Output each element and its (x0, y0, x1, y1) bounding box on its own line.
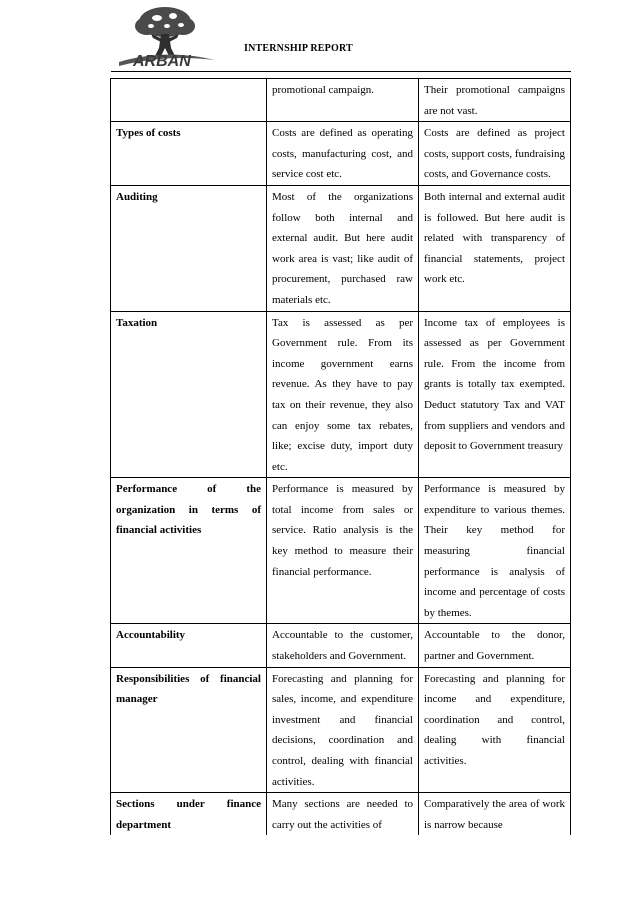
cell-commercial: Performance is measured by total income from sales or service. Ratio analysis is the key method to measure their financial performance. (267, 478, 419, 624)
cell-ngo: Costs are defined as project costs, support costs, fundraising costs, and Governance costs. (419, 122, 571, 186)
table-row (111, 624, 571, 667)
cell-commercial: Accountable to the customer, stakeholders and Government. (267, 624, 419, 667)
header-rule (111, 71, 571, 72)
cell-commercial: Most of the organizations follow both internal and external audit. But here audit work area is vast; like audit of procurement, purchased raw materials etc. (267, 185, 419, 311)
report-title: INTERNSHIP REPORT (244, 43, 353, 54)
arban-logo (111, 4, 219, 70)
table-row (111, 311, 571, 478)
table-row (111, 185, 571, 311)
table-row (111, 79, 571, 122)
page-header (0, 0, 638, 75)
table-row (111, 667, 571, 793)
cell-commercial: Costs are defined as operating costs, manufacturing cost, and service cost etc. (267, 122, 419, 186)
row-heading: Auditing (111, 185, 267, 311)
row-heading: Responsibilities of financial manager (111, 667, 267, 793)
cell-commercial: Forecasting and planning for sales, income, and expenditure investment and financial decisions, coordination and control, dealing with financial activities. (267, 667, 419, 793)
row-heading: Performance of the organization in terms of financial activities (111, 478, 267, 624)
cell-ngo: Accountable to the donor, partner and Government. (419, 624, 571, 667)
logo-text: ARBAN (133, 53, 191, 70)
cell-ngo: Performance is measured by expenditure to various themes. Their key method for measuring financial performance is analysis of income and percentage of costs by themes. (419, 478, 571, 624)
row-heading: Taxation (111, 311, 267, 478)
cell-ngo: Comparatively the area of work is narrow because (419, 793, 571, 836)
row-heading: Sections under finance department (111, 793, 267, 836)
table-row (111, 478, 571, 624)
cell-ngo: Their promotional campaigns are not vast. (419, 79, 571, 122)
cell-commercial: Tax is assessed as per Government rule. From its income government earns revenue. As they have to pay tax on their revenue, they also can enjoy some tax rebates, like; excise duty, import duty etc. (267, 311, 419, 478)
comparison-table (110, 78, 571, 835)
row-heading: Accountability (111, 624, 267, 667)
cell-ngo: Both internal and external audit is followed. But here audit is related with transparency of financial statements, project work etc. (419, 185, 571, 311)
table-row (111, 793, 571, 836)
cell-ngo: Forecasting and planning for income and expenditure, coordination and control, dealing with financial activities. (419, 667, 571, 793)
cell-commercial: Many sections are needed to carry out the activities of (267, 793, 419, 836)
row-heading: Types of costs (111, 122, 267, 186)
row-heading (111, 79, 267, 122)
table-row (111, 122, 571, 186)
cell-ngo: Income tax of employees is assessed as per Government rule. From the income from grants is totally tax exempted. Deduct statutory Tax and VAT from suppliers and vendors and deposit to Government treasury (419, 311, 571, 478)
cell-commercial: promotional campaign. (267, 79, 419, 122)
